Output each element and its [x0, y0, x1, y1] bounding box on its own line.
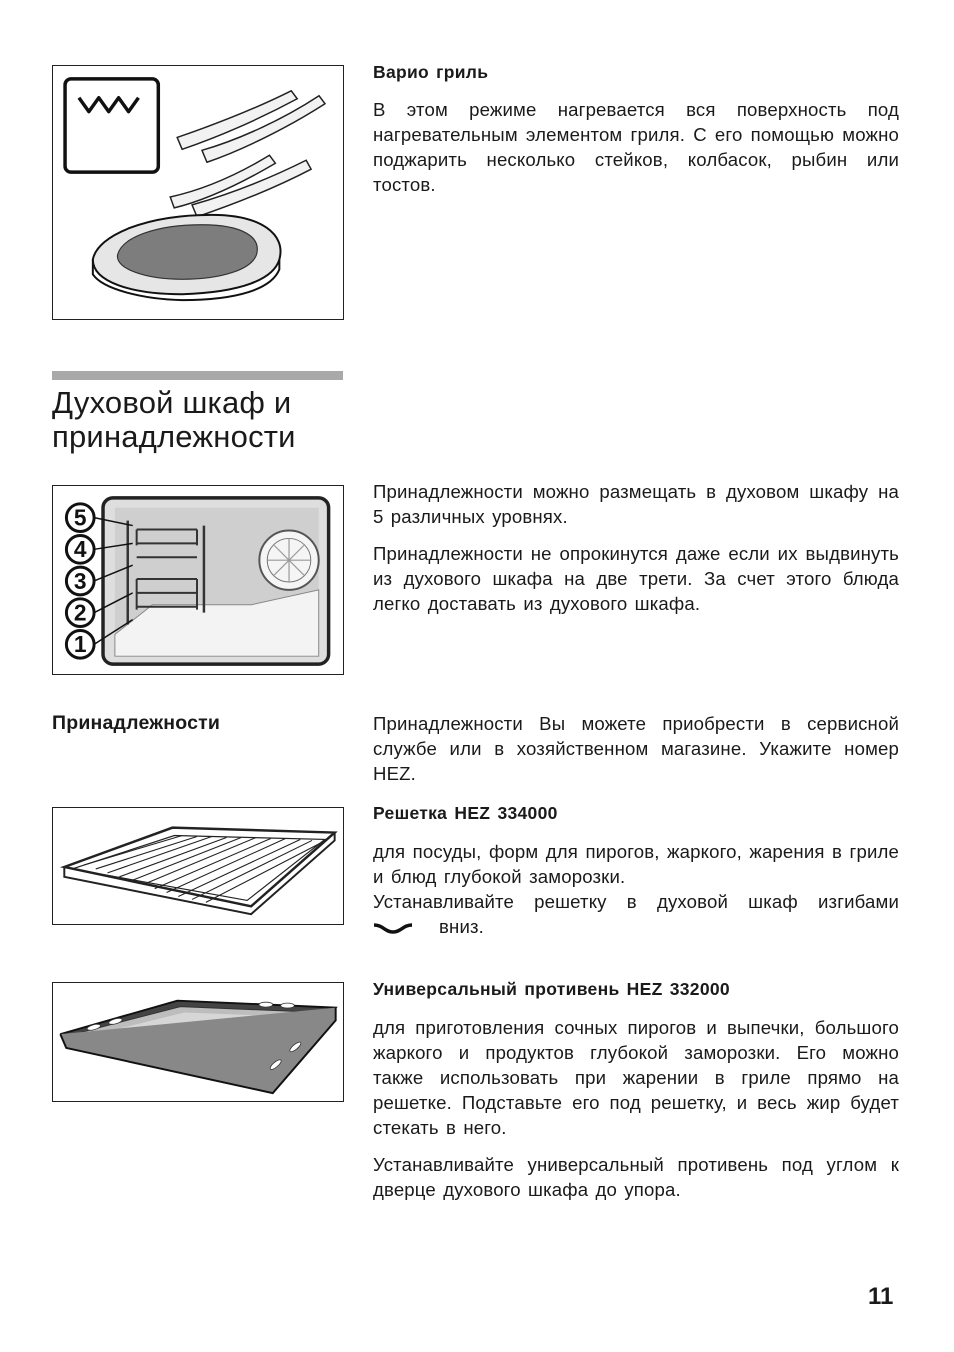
level-1-label: 1	[73, 631, 87, 658]
rack-install-text-end: вниз.	[439, 916, 484, 937]
sausages-image	[170, 91, 325, 217]
levels-paragraph-2: Принадлежности не опрокинутся даже если их выдвинуть из духового шкафа на две трети. За счет этого блюда легко доставать из духового шкафа.	[373, 543, 899, 614]
level-5-label: 5	[73, 504, 87, 531]
page-number: 11	[868, 1283, 894, 1310]
section-title: Духовой шкаф и принадлежности	[52, 385, 296, 454]
section-divider	[52, 371, 343, 380]
accessories-intro: Принадлежности Вы можете приобрести в сервисной службе или в хозяйственном магазине. Укажите номер HEZ.	[373, 713, 899, 784]
rack-description: для посуды, форм для пирогов, жаркого, жарения в гриле и блюд глубокой заморозки.	[373, 841, 899, 887]
level-3-label: 3	[73, 567, 87, 594]
oven-levels-illustration	[52, 485, 344, 675]
steak-image	[93, 215, 281, 300]
levels-paragraph-1: Принадлежности можно размещать в духовом шкафу на 5 различных уровнях.	[373, 481, 899, 527]
bend-down-icon	[373, 921, 413, 935]
vario-grill-text: В этом режиме нагревается вся поверхность под нагревательным элементом гриля. С его помощью можно поджарить несколько стейков, колбасок, рыбин или тостов.	[373, 99, 899, 195]
wire-rack-illustration	[52, 807, 344, 925]
vario-grill-illustration	[52, 65, 344, 320]
grill-mode-icon	[65, 79, 158, 172]
accessories-heading: Принадлежности	[52, 712, 221, 734]
tray-heading: Универсальный противень HEZ 332000	[373, 979, 730, 999]
universal-tray-illustration	[52, 982, 344, 1102]
tray-description: для приготовления сочных пирогов и выпечки, большого жаркого и продуктов глубокой заморозки. Его можно также использовать при жарении в гриле прямо на решетке. Подставьте его под решетку, и весь жир будет стекать в него.	[373, 1017, 899, 1138]
tray-install-instruction: Устанавливайте универсальный противень под углом к дверце духового шкафа до упора.	[373, 1154, 899, 1200]
level-4-label: 4	[73, 536, 87, 563]
rack-heading: Решетка HEZ 334000	[373, 803, 558, 823]
rack-install-instruction	[373, 889, 899, 939]
oven-fan-icon	[259, 531, 318, 590]
rack-install-text-start: Устанавливайте решетку в духовой шкаф изгибами	[373, 891, 899, 912]
level-2-label: 2	[73, 599, 87, 626]
vario-grill-heading: Варио гриль	[373, 62, 489, 82]
